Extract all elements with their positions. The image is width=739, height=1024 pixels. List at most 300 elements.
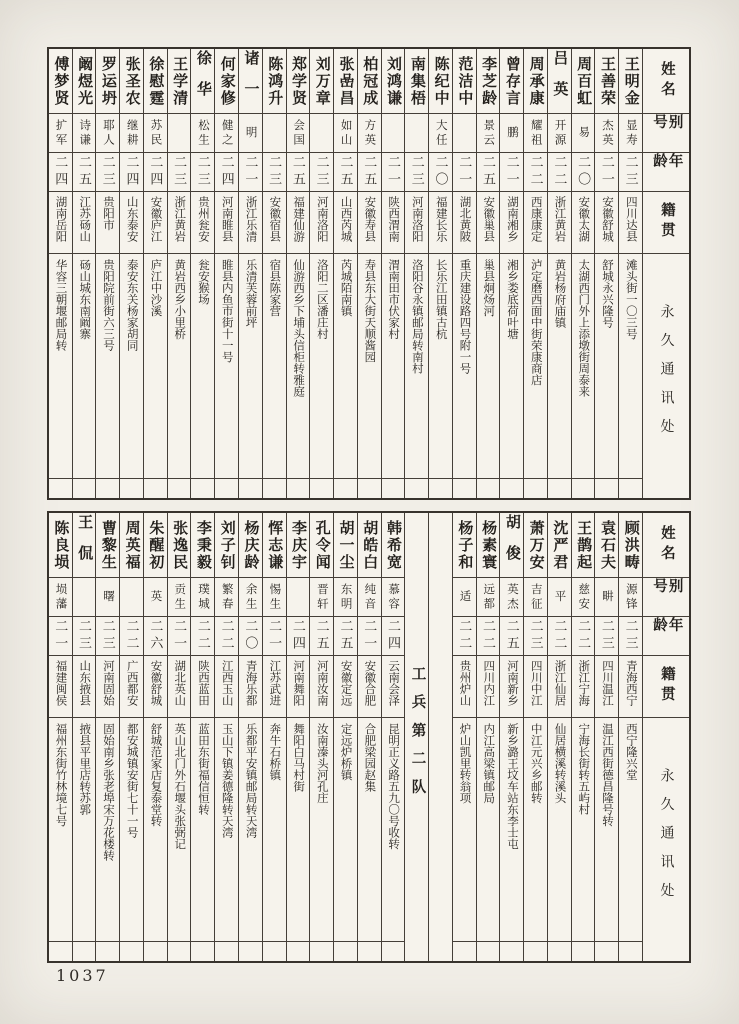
- person-address: 华容三朝堰邮局转: [54, 259, 67, 351]
- age-cell: [453, 152, 476, 191]
- person-name: 周承康: [527, 55, 544, 107]
- bottom-strip-cell: [263, 478, 286, 498]
- person-alias: 晋轩: [315, 582, 328, 612]
- person-age: 二四: [148, 155, 164, 189]
- person-address: 定远炉桥镇: [339, 723, 352, 781]
- alias-cell: [524, 113, 547, 152]
- person-address: 寿县东大街天顺酱园: [363, 259, 376, 363]
- name-cell: [191, 49, 214, 113]
- header-address-label: 永久通讯处: [658, 767, 674, 912]
- alias-cell: [144, 577, 167, 616]
- person-address: 炉山凯里转翁项: [458, 723, 471, 804]
- bottom-strip-cell: [120, 478, 143, 498]
- address-cell: [453, 253, 476, 478]
- age-cell: [49, 616, 72, 655]
- address-cell: [310, 717, 333, 941]
- person-address: 汝南溱头河孔庄: [315, 723, 328, 804]
- person-column: [428, 49, 452, 498]
- person-name: 吕英: [551, 50, 568, 112]
- address-cell: [619, 253, 642, 478]
- person-native-place: 江苏武进: [268, 660, 281, 706]
- person-age: 二二: [481, 619, 497, 653]
- person-alias: 东明: [339, 582, 352, 612]
- person-age: 二二: [457, 619, 473, 653]
- person-age: 二三: [314, 155, 330, 189]
- native-place-cell: [524, 191, 547, 253]
- age-cell: [358, 616, 381, 655]
- person-address: 福州东街竹林境七号: [54, 723, 67, 827]
- alias-cell: [358, 577, 381, 616]
- alias-cell: [477, 113, 500, 152]
- person-name: 罗运坍: [99, 55, 116, 107]
- person-age: 二三: [623, 155, 639, 189]
- person-address: 奔牛石桥镇: [268, 723, 281, 781]
- person-column: [167, 49, 191, 498]
- person-age: 二一: [172, 619, 188, 653]
- header-alias-label: 别号: [651, 114, 683, 135]
- native-place-cell: [334, 655, 357, 717]
- person-alias: 适: [458, 589, 471, 605]
- alias-cell: [287, 577, 310, 616]
- address-cell: [287, 253, 310, 478]
- bottom-strip-cell: [382, 941, 405, 961]
- person-name: 傅梦贤: [52, 55, 69, 107]
- person-address: 温江西街德昌隆号转: [601, 723, 614, 827]
- address-cell: [96, 253, 119, 478]
- person-age: 二一: [243, 155, 259, 189]
- person-column: [214, 49, 238, 498]
- native-place-cell: [500, 655, 523, 717]
- person-column: [143, 49, 167, 498]
- person-alias: 吉征: [529, 582, 542, 612]
- age-cell: [120, 616, 143, 655]
- person-age: 二〇: [576, 155, 592, 189]
- person-alias: 景云: [482, 118, 495, 148]
- person-name: 张逸民: [171, 519, 188, 571]
- address-cell: [73, 717, 96, 941]
- age-cell: [96, 152, 119, 191]
- person-name: 刘万章: [313, 55, 330, 107]
- person-native-place: 福建仙游: [292, 196, 305, 242]
- person-age: 二一: [53, 619, 69, 653]
- address-cell: [334, 717, 357, 941]
- alias-cell: [382, 577, 405, 616]
- bottom-strip-cell: [334, 941, 357, 961]
- bottom-strip-cell: [73, 941, 96, 961]
- native-place-cell: [477, 655, 500, 717]
- person-address: 舒城范家店复泰堂转: [149, 723, 162, 827]
- name-cell: [619, 513, 642, 577]
- header-age-cell: [643, 152, 689, 191]
- person-age: 二三: [623, 619, 639, 653]
- bottom-strip-cell: [477, 941, 500, 961]
- unit-divider-label: 工兵第二队: [409, 666, 426, 808]
- person-name: 郑学贤: [289, 55, 306, 107]
- address-cell: [144, 253, 167, 478]
- person-address: 泰安东关杨家胡同: [125, 259, 138, 351]
- person-native-place: 安徽巢县: [482, 196, 495, 242]
- native-place-cell: [239, 655, 262, 717]
- age-cell: [358, 152, 381, 191]
- person-address: 渭南田市伏家村: [387, 259, 400, 340]
- person-age: 二一: [504, 155, 520, 189]
- person-address: 宿县陈家营: [268, 259, 281, 317]
- alias-cell: [595, 577, 618, 616]
- person-alias: 惕生: [268, 582, 281, 612]
- alias-cell: [334, 113, 357, 152]
- person-native-place: 四川中江: [529, 660, 542, 706]
- age-cell: [334, 616, 357, 655]
- name-cell: [287, 49, 310, 113]
- name-cell: [524, 513, 547, 577]
- person-column: [618, 513, 642, 961]
- header-age-label: 年龄: [651, 617, 683, 638]
- address-cell: [477, 253, 500, 478]
- person-native-place: 河南固始: [101, 660, 114, 706]
- native-place-cell: [239, 191, 262, 253]
- person-native-place: 湖南湘乡: [505, 196, 518, 242]
- age-cell: [168, 152, 191, 191]
- native-place-cell: [619, 191, 642, 253]
- native-place-cell: [73, 191, 96, 253]
- person-alias: 方英: [363, 118, 376, 148]
- native-place-cell: [595, 191, 618, 253]
- person-alias: 源锋: [624, 582, 637, 612]
- header-name-cell: [643, 49, 689, 113]
- person-native-place: 江西玉山: [220, 660, 233, 706]
- header-name-label: 姓名: [658, 60, 675, 102]
- bottom-strip-cell: [405, 478, 428, 498]
- person-native-place: 西康康定: [529, 196, 542, 242]
- age-cell: [453, 616, 476, 655]
- bottom-strip-cell: [453, 941, 476, 961]
- address-cell: [120, 717, 143, 941]
- name-cell: [572, 49, 595, 113]
- header-name-cell: [643, 513, 689, 577]
- alias-cell: [405, 113, 428, 152]
- name-cell: [548, 513, 571, 577]
- person-column: [72, 49, 96, 498]
- address-cell: [382, 717, 405, 941]
- alias-cell: [310, 113, 333, 152]
- header-address-label: 永久通讯处: [658, 304, 674, 448]
- alias-cell: [73, 577, 96, 616]
- person-column: [547, 513, 571, 961]
- person-alias: 英杰: [505, 582, 518, 612]
- address-cell: [595, 717, 618, 941]
- person-address: 仙游西乡下埔头信柜转雅庭: [292, 259, 305, 397]
- name-cell: [96, 513, 119, 577]
- alias-cell: [49, 113, 72, 152]
- person-address: 瓮安猴场: [197, 259, 210, 305]
- header-name-label: 姓名: [658, 524, 675, 566]
- bottom-strip-cell: [96, 941, 119, 961]
- person-column: [49, 513, 72, 961]
- address-cell: [429, 253, 452, 478]
- alias-cell: [239, 113, 262, 152]
- bottom-strip-cell: [548, 478, 571, 498]
- header-alias-cell: [643, 113, 689, 152]
- alias-cell: [263, 113, 286, 152]
- person-column: [618, 49, 642, 498]
- person-native-place: 广西都安: [125, 660, 138, 706]
- native-place-cell: [120, 191, 143, 253]
- age-cell: [477, 152, 500, 191]
- name-cell: [239, 513, 262, 577]
- native-place-cell: [358, 191, 381, 253]
- address-cell: [96, 717, 119, 941]
- header-alias-cell: [643, 577, 689, 616]
- person-age: 二三: [409, 155, 425, 189]
- person-address: 蓝田东街福信恒转: [197, 723, 210, 815]
- alias-cell: [595, 113, 618, 152]
- native-place-cell: [215, 191, 238, 253]
- native-place-cell: [500, 191, 523, 253]
- bottom-strip-cell: [429, 478, 452, 498]
- name-cell: [548, 49, 571, 113]
- person-native-place: 河南洛阳: [410, 196, 423, 242]
- address-cell: [548, 253, 571, 478]
- alias-cell: [619, 577, 642, 616]
- person-age: 二五: [504, 619, 520, 653]
- person-name: 张嵒昌: [337, 55, 354, 107]
- person-native-place: 贵州瓮安: [197, 196, 210, 242]
- bottom-strip-cell: [287, 941, 310, 961]
- person-name: 陈良埙: [52, 519, 69, 571]
- age-cell: [334, 152, 357, 191]
- person-native-place: 湖南岳阳: [54, 196, 67, 242]
- native-place-cell: [477, 191, 500, 253]
- person-native-place: 陕西蓝田: [197, 660, 210, 706]
- person-native-place: 青海西宁: [624, 660, 637, 706]
- person-native-place: 浙江乐清: [244, 196, 257, 242]
- age-cell: [73, 616, 96, 655]
- person-age: 二二: [124, 619, 140, 653]
- name-cell: [572, 513, 595, 577]
- person-column: [476, 49, 500, 498]
- bottom-strip-cell: [144, 941, 167, 961]
- native-place-cell: [49, 655, 72, 717]
- person-age: 二二: [552, 155, 568, 189]
- address-cell: [263, 717, 286, 941]
- person-age: 二三: [195, 155, 211, 189]
- name-cell: [215, 49, 238, 113]
- age-cell: [168, 616, 191, 655]
- bottom-strip-cell: [500, 478, 523, 498]
- bottom-strip-cell: [168, 478, 191, 498]
- person-alias: 如山: [339, 118, 352, 148]
- person-age: 二三: [100, 619, 116, 653]
- person-address: 舒城永兴隆号: [601, 259, 614, 328]
- native-place-cell: [287, 655, 310, 717]
- alias-cell: [500, 577, 523, 616]
- bottom-strip-cell: [49, 478, 72, 498]
- name-cell: [191, 513, 214, 577]
- person-alias: 贡生: [173, 582, 186, 612]
- person-alias: 易: [577, 125, 590, 141]
- person-alias: 显寿: [624, 118, 637, 148]
- person-column: [452, 49, 476, 498]
- name-cell: [168, 49, 191, 113]
- person-address: 内江高梁镇邮局: [482, 723, 495, 804]
- person-name: 胡一尘: [337, 519, 354, 571]
- person-age: 二二: [528, 155, 544, 189]
- person-age: 二三: [172, 155, 188, 189]
- address-cell: [358, 253, 381, 478]
- alias-cell: [239, 577, 262, 616]
- person-column: [262, 49, 286, 498]
- name-cell: [120, 49, 143, 113]
- age-cell: [595, 152, 618, 191]
- person-age: 二六: [148, 619, 164, 653]
- person-age: 二四: [385, 619, 401, 653]
- person-address: 掖县平里店转苏郭: [78, 723, 91, 815]
- person-address: 滩头街一〇三号: [624, 259, 637, 340]
- person-address: 新乡潞王坟车站东李士屯: [505, 723, 518, 850]
- bottom-strip-cell: [310, 478, 333, 498]
- person-native-place: 安徽定远: [339, 660, 352, 706]
- person-column: [333, 513, 357, 961]
- person-column: [381, 49, 405, 498]
- person-age: 二五: [338, 619, 354, 653]
- name-cell: [382, 49, 405, 113]
- person-native-place: 浙江黄岩: [173, 196, 186, 242]
- alias-cell: [382, 113, 405, 152]
- native-place-cell: [310, 655, 333, 717]
- person-name: 张圣农: [123, 55, 140, 107]
- address-cell: [239, 717, 262, 941]
- name-cell: [429, 49, 452, 113]
- person-age: 二三: [77, 619, 93, 653]
- bottom-strip-cell: [524, 941, 547, 961]
- person-native-place: 湖北黄陂: [458, 196, 471, 242]
- native-place-cell: [191, 191, 214, 253]
- person-native-place: 安徽太湖: [577, 196, 590, 242]
- address-cell: [49, 253, 72, 478]
- person-name: 李芝龄: [480, 55, 497, 107]
- name-cell: [310, 513, 333, 577]
- person-name: 杨庆龄: [242, 519, 259, 571]
- person-native-place: 河南汝南: [315, 660, 328, 706]
- person-column: [523, 513, 547, 961]
- age-cell: [500, 616, 523, 655]
- native-place-cell: [96, 191, 119, 253]
- name-cell: [524, 49, 547, 113]
- alias-cell: [500, 113, 523, 152]
- age-cell: [96, 616, 119, 655]
- person-age: 二五: [338, 155, 354, 189]
- person-age: 二一: [599, 155, 615, 189]
- person-alias: 耶人: [101, 118, 114, 148]
- address-cell: [191, 253, 214, 478]
- name-cell: [477, 49, 500, 113]
- person-name: 曹黎生: [99, 519, 116, 571]
- name-cell: [358, 513, 381, 577]
- name-cell: [120, 513, 143, 577]
- person-address: 芮城陌南镇: [339, 259, 352, 317]
- native-place-cell: [453, 655, 476, 717]
- name-cell: [500, 49, 523, 113]
- person-native-place: 浙江宁海: [577, 660, 590, 706]
- native-place-cell: [453, 191, 476, 253]
- address-cell: [382, 253, 405, 478]
- age-cell: [263, 616, 286, 655]
- name-cell: [263, 513, 286, 577]
- native-place-cell: [120, 655, 143, 717]
- bottom-strip-cell: [191, 478, 214, 498]
- person-name: 韩希宽: [385, 519, 402, 571]
- person-column: [119, 49, 143, 498]
- person-name: 陈鸿升: [266, 55, 283, 107]
- person-native-place: 贵州炉山: [458, 660, 471, 706]
- person-age: 二四: [219, 155, 235, 189]
- person-column: [333, 49, 357, 498]
- alias-cell: [548, 577, 571, 616]
- person-name: 刘子钊: [218, 519, 235, 571]
- native-place-cell: [263, 191, 286, 253]
- age-cell: [382, 616, 405, 655]
- person-name: 胡皓白: [361, 519, 378, 571]
- person-alias: 明: [244, 125, 257, 141]
- native-place-cell: [548, 655, 571, 717]
- person-age: 二四: [290, 619, 306, 653]
- age-cell: [619, 616, 642, 655]
- name-cell: [144, 513, 167, 577]
- address-cell: [405, 253, 428, 478]
- bottom-strip-cell: [619, 478, 642, 498]
- header-address-cell: [643, 253, 689, 498]
- name-cell: [287, 513, 310, 577]
- person-age: 二五: [77, 155, 93, 189]
- person-column: [238, 513, 262, 961]
- alias-cell: [310, 577, 333, 616]
- age-cell: [524, 152, 547, 191]
- native-place-cell: [263, 655, 286, 717]
- person-native-place: 四川达县: [624, 196, 637, 242]
- header-column: [642, 513, 689, 961]
- person-address: 泸定磨西面中街荣康商店: [529, 259, 542, 386]
- name-cell: [96, 49, 119, 113]
- person-native-place: 福建长乐: [434, 196, 447, 242]
- native-place-cell: [595, 655, 618, 717]
- person-age: 二五: [314, 619, 330, 653]
- alias-cell: [524, 577, 547, 616]
- person-alias: 苏民: [149, 118, 162, 148]
- person-column: [238, 49, 262, 498]
- native-place-cell: [429, 191, 452, 253]
- person-age: 二四: [124, 155, 140, 189]
- person-native-place: 山东泰安: [125, 196, 138, 242]
- person-address: 英山北门外石堰头张弼记: [173, 723, 186, 850]
- person-address: 固始南乡张老埠宋万花楼转: [101, 723, 114, 861]
- native-place-cell: [358, 655, 381, 717]
- age-cell: [572, 152, 595, 191]
- person-address: 中江元兴乡邮转: [529, 723, 542, 804]
- person-native-place: 云南会泽: [387, 660, 400, 706]
- address-cell: [310, 253, 333, 478]
- person-native-place: 河南睢县: [220, 196, 233, 242]
- bottom-strip-cell: [382, 478, 405, 498]
- person-column: [309, 49, 333, 498]
- name-cell: [49, 513, 72, 577]
- person-column: [476, 513, 500, 961]
- bottom-strip-cell: [572, 941, 595, 961]
- person-address: 睢县内鱼市街十一号: [220, 259, 233, 363]
- person-age: 二一: [385, 155, 401, 189]
- age-cell: [429, 152, 452, 191]
- address-cell: [500, 253, 523, 478]
- person-column: [547, 49, 571, 498]
